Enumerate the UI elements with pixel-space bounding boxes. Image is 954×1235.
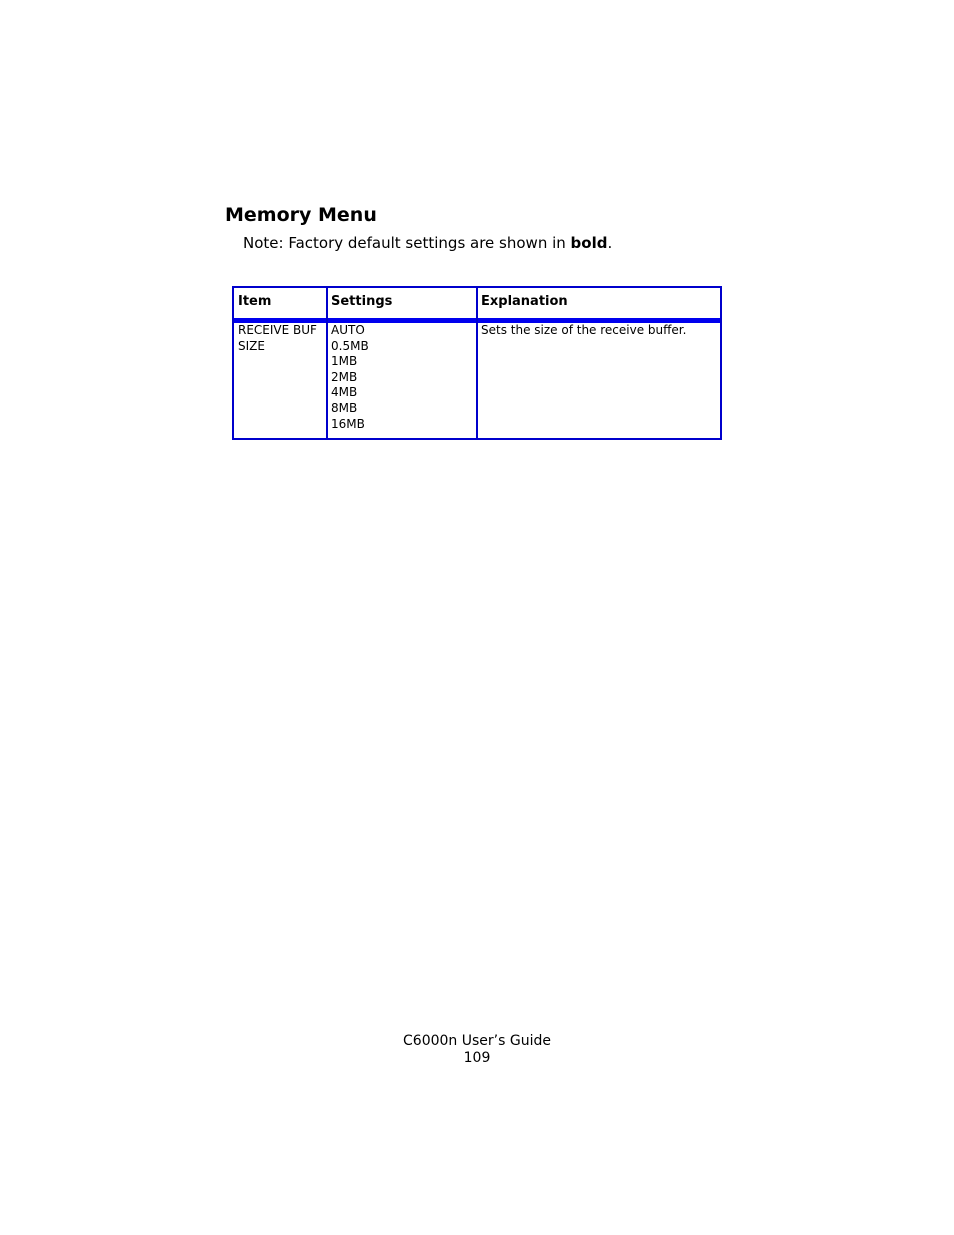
guide-title: C6000n User’s Guide — [403, 1033, 551, 1049]
setting-option: 4MB — [331, 385, 358, 400]
cell-settings — [331, 323, 471, 432]
default-settings-note — [243, 233, 612, 253]
note-bold-word: bold — [570, 234, 608, 252]
header-explanation: Explanation — [481, 294, 568, 309]
setting-option: 1MB — [331, 354, 358, 369]
item-line: SIZE — [238, 338, 265, 353]
setting-option: 0.5MB — [331, 338, 369, 353]
section-heading: Memory Menu — [225, 204, 377, 226]
memory-menu-table — [232, 286, 722, 440]
setting-option: AUTO — [331, 323, 365, 337]
cell-item — [238, 323, 324, 354]
cell-explanation: Sets the size of the receive buffer. — [481, 323, 687, 337]
item-line: RECEIVE BUF — [238, 323, 317, 337]
setting-option: 2MB — [331, 369, 358, 384]
header-settings: Settings — [331, 294, 393, 309]
column-divider — [326, 288, 328, 438]
setting-option: 16MB — [331, 416, 365, 431]
note-text: Note: Factory default settings are shown in — [243, 234, 571, 252]
page-footer — [0, 1033, 954, 1067]
header-item: Item — [238, 294, 272, 309]
setting-option: 8MB — [331, 400, 358, 415]
column-divider — [476, 288, 478, 438]
note-end: . — [607, 234, 613, 252]
page-number: 109 — [463, 1050, 491, 1066]
